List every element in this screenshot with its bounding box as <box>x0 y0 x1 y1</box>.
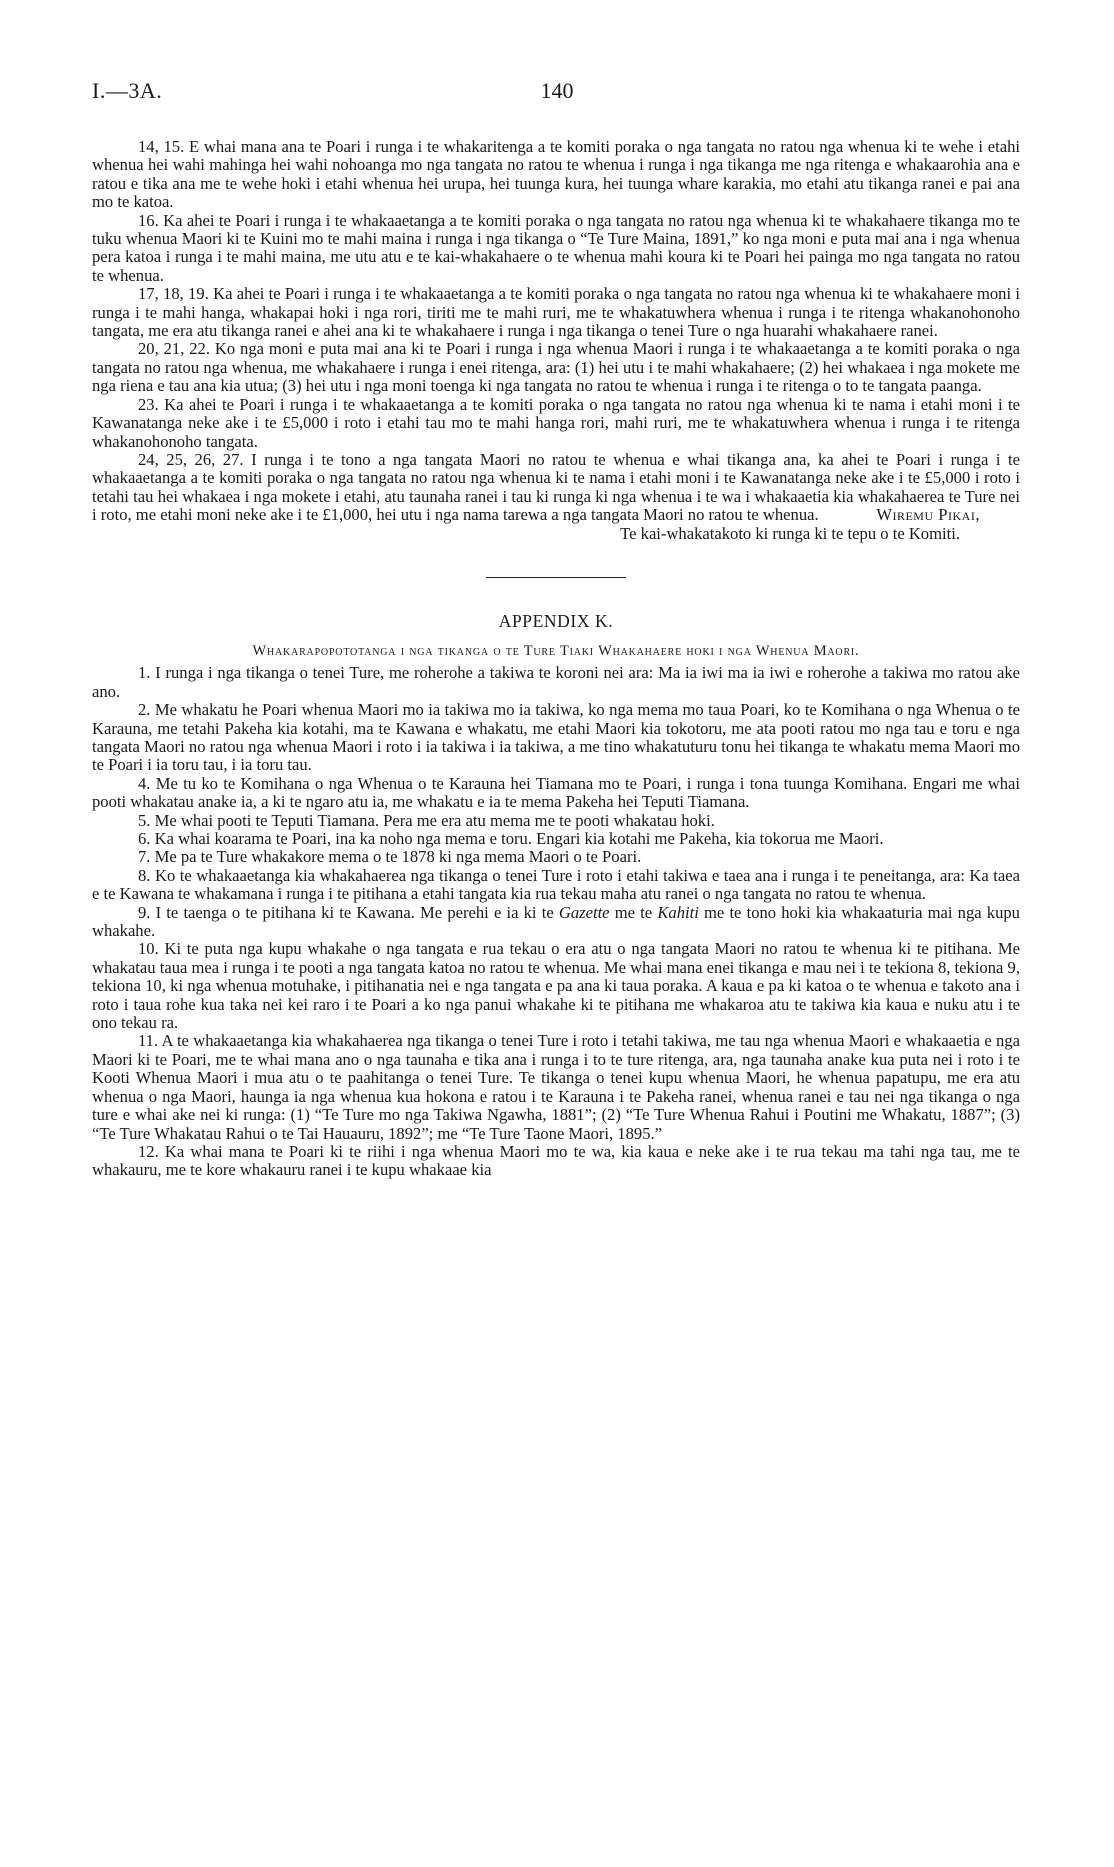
appendix-clause-7: 7. Me pa te Ture whakakore mema o te 1878 ki nga mema Maori o te Poari. <box>138 847 642 867</box>
appendix-clause-4: 4. Me tu ko te Komihana o nga Whenua o te Karauna hei Tiamana mo te Poari, i runga i tona tuunga Komihana. Engari me whai pooti whakatau anake ia, a ki te ngaro atu ia, me whakatu e ia te mema Pakeha hei Teputi Tiamana. <box>92 773 1020 812</box>
document-reference: I.—3A. <box>92 78 163 103</box>
page-number: 140 <box>540 78 574 103</box>
appendix-subtitle: Whakarapopototanga i nga tikanga o te Ture Tiaki Whakahaere hoki i nga Whenua Maori. <box>252 643 860 660</box>
clause-16: 16. Ka ahei te Poari i runga i te whakaaetanga a te komiti poraka o nga tangata no ratou nga whenua ki te whakahaere tikanga mo te tuku whenua Maori ki te Kuini mo te mahi maina i runga i nga tikanga o “Te Ture Maina, 1891,” ko nga moni e puta mai ana i nga whenua pera katoa i runga i te mahi maina, me utu atu e te kai-whakahaere o te whenua mahi koura ki te Poari hei painga mo nga tangata no ratou te whenua. <box>92 210 1020 285</box>
clause-23: 23. Ka ahei te Poari i runga i te whakaaetanga a te komiti poraka o nga tangata no ratou nga whenua ki te nama i etahi moni i te Kawanatanga neke ake i te £5,000 i roto i etahi tau mo te mahi hanga rori, mahi ruri, me te whakatuwhera whenua i runga i te ritenga whakanohonoho tangata. <box>92 394 1020 451</box>
gazette-word: Gazette <box>558 902 610 922</box>
appendix-clause-9 <box>92 904 1020 941</box>
section-divider <box>486 577 626 578</box>
appendix-clause-11: 11. A te whakaaetanga kia whakahaerea nga tikanga o tenei Ture i roto i tetahi takiwa, me tau nga whenua Maori e whakaaetia e nga Maori ki te Poari, me te whai mana ano o nga taunaha e tika ana i runga i to te ture ritenga, ara, nga taunaha anake kua puta nei i roto i te Kooti Whenua Maori i mua atu o te paahitanga o tenei Ture. Te tikanga o tenei kupu whenua Maori, he whenua papatupu, me era atu whenua o nga Maori, haunga ia nga whenua kua hokona e ratou i te Karauna i te Pakeha ranei, whenua ranei e tau nei nga tikanga o nga ture e whai ake nei ki runga: (1) “Te Ture mo nga Takiwa Ngawha, 1881”; (2) “Te Ture Whenua Rahui i Poutini me Whakatu, 1887”; (3) “Te Ture Whakatau Rahui o te Tai Hauauru, 1892”; me “Te Ture Taone Maori, 1895.” <box>92 1031 1020 1143</box>
signature-name: Wiremu Pikai, <box>876 505 980 525</box>
clause-24-27 <box>92 451 1020 525</box>
appendix-clause-9-after: me te tono hoki kia whakaaturia mai nga kupu whakahe. <box>92 902 1020 941</box>
appendix-clause-2: 2. Me whakatu he Poari whenua Maori mo ia takiwa mo ia takiwa, ko nga mema mo taua Poari, ko te Komihana o nga Whenua o te Karauna, me tetahi Pakeha kia kotahi, ma te Kawana e whakatu, me etahi Maori kia tokotoru, me ata pooti ratou mo nga tau e toru e nga tangata Maori no ratou nga whenua Maori i roto i ia takiwa i ia takiwa, a me tino whakatuturu tonu hei tikanga te whakatu mema Maori mo te Poari i ia toru tau, i ia toru tau. <box>92 700 1020 775</box>
clause-14-15: 14, 15. E whai mana ana te Poari i runga i te whakaritenga a te komiti poraka o nga tangata no ratou nga whenua ki te wehe i etahi whenua hei wahi mahinga hei wahi nohoanga mo nga tangata no ratou te whenua i runga i nga tikanga me nga ritenga e whakaarohia ana e ratou e tika ana me te wehe hoki i etahi whenua hei urupa, hei tuunga kura, hei tuunga whare karakia, mo etahi atu tikanga ranei e pai ana mo te katoa. <box>92 137 1020 212</box>
appendix-clause-6: 6. Ka whai koarama te Poari, ina ka noho nga mema e toru. Engari kia kotahi me Pakeha, kia tokorua me Maori. <box>138 829 884 848</box>
page-body <box>92 138 1020 1180</box>
appendix-clause-8: 8. Ko te whakaaetanga kia whakahaerea nga tikanga o tenei Ture i roto i etahi takiwa e taea ana i runga i te peneitanga, ara: Ka taea e te Kawana te whakamana i runga i te pitihana a etahi tangata kia rua tekau maha atu ranei o nga tangata no ratou te whenua. <box>92 865 1020 904</box>
appendix-clause-5: 5. Me whai pooti te Teputi Tiamana. Pera me era atu mema me te pooti whakatau hoki. <box>138 810 715 830</box>
page-header <box>92 78 1022 108</box>
kahiti-word: Kahiti <box>657 902 699 922</box>
appendix-clause-12: 12. Ka whai mana te Poari ki te riihi i nga whenua Maori mo te wa, kia kaua e neke ake i te rua tekau ma tahi nga tau, me te whakauru, me te kore whakauru ranei i te kupu whakaae kia <box>92 1141 1020 1180</box>
appendix-clause-9-text: 9. I te taenga o te pitihana ki te Kawana. Me perehi e ia ki te <box>138 902 554 922</box>
appendix-title: APPENDIX K. <box>498 610 614 631</box>
clause-20-21-22: 20, 21, 22. Ko nga moni e puta mai ana ki te Poari i runga i nga whenua Maori i runga i te whakaaetanga a te komiti poraka o nga tangata no ratou nga whenua, me whakahaere i runga i enei ritenga, ara: (1) hei utu i te mahi whakahaere; (2) hei whakaea i nga mokete me nga riena e tau ana kia utua; (3) hei utu i nga moni toenga ki nga tangata no ratou te whenua i runga i te ritenga o to te tangata paanga. <box>92 339 1020 396</box>
clause-24-27-text: 24, 25, 26, 27. I runga i te tono a nga tangata Maori no ratou te whenua e whai tikanga ana, ka ahei te Poari i runga i te whakaaetanga a te komiti poraka o nga tangata no ratou nga whenua ki te nama i etahi moni i te Kawanatanga neke ake i te £5,000 i roto i tetahi tau hei whakaea i nga mokete i etahi, atu taunaha ranei i tau ki runga ki nga whenua i te wa i whakaaetia kia whakahaerea te Ture nei i roto, me etahi moni neke ake i te £1,000, hei utu i nga nama tarewa a nga tangata Maori no ratou te whenua. <box>92 449 1020 525</box>
signature-title: Te kai-whakatakoto ki runga ki te tepu o te Komiti. <box>620 523 960 543</box>
clause-17-18-19: 17, 18, 19. Ka ahei te Poari i runga i te whakaaetanga a te komiti poraka o nga tangata no ratou nga whenua ki te whakahaere moni i runga i te mahi hanga, whakapai hoki i nga rori, tiriti me te mahi ruri, me te whakatuwhera whenua i runga i te ritenga whakanohonoho tangata, me era atu tikanga ranei e ahei ana ki te whakahaere i runga i nga tikanga o tenei Ture o nga huarahi whakahaere ranei. <box>92 284 1020 341</box>
appendix-clause-10: 10. Ki te puta nga kupu whakahe o nga tangata e rua tekau o era atu o nga tangata Maori no ratou te whenua ki te pitihana. Me whakatau taua mea i runga i te pooti a nga tangata katoa no ratou te whenua. Me whai mana enei tikanga e mau nei i te tekiona 8, tekiona 9, tekiona 10, ki nga whenua motuhake, i pitihanatia nei e nga tangata e pa ana ki taua poraka. A kaua e pa ki katoa o te whenua e takoto ana i roto i taua rohe kua taka nei kei raro i te Poari a ko nga panui whakahe ki te pitihana me whakaroa atu te takiwa kia kaua e nuku atu i te ono tekau ra. <box>92 939 1020 1033</box>
appendix-clause-9-mid: me te <box>614 902 653 922</box>
appendix-clause-1: 1. I runga i nga tikanga o tenei Ture, me roherohe a takiwa te koroni nei ara: Ma ia iwi ma ia iwi e roherohe a takiwa mo ratou ake ano. <box>92 663 1020 701</box>
